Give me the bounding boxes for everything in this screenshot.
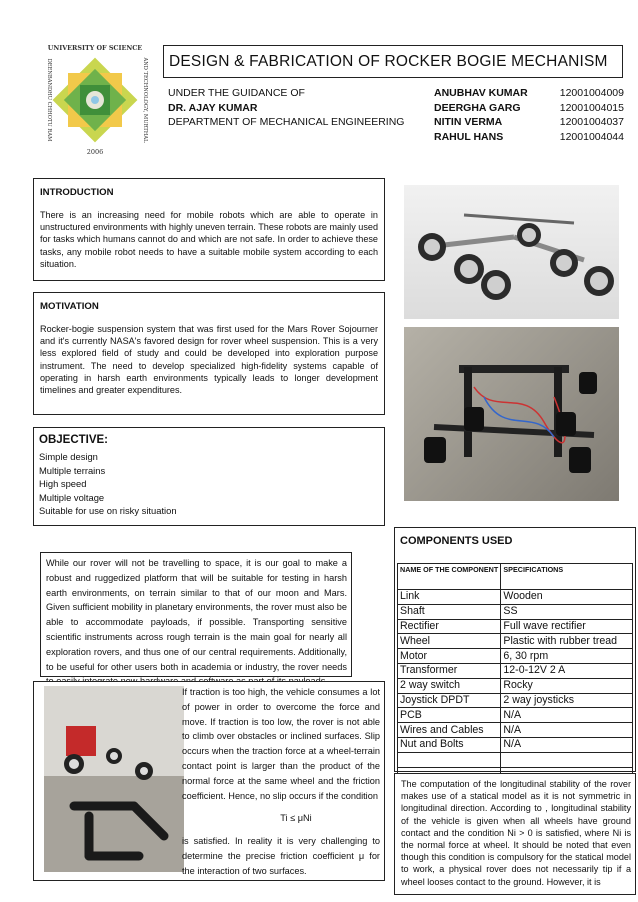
rover-cad-render	[404, 185, 619, 319]
component-spec: Wooden	[501, 590, 633, 605]
rover-description-text: While our rover will not be travelling to space, it is our goal to make a robust and ruggedized platform that will be suitable for testing in harsh earth environments, on terrain similar to that of our moon and Mars. Given sufficient mobility in planetary environments, the rover must also be able to accommodate payloads, if possible. Transporting sensitive scientific instruments across rough terrain is the main goal for nearly all exploration rovers, and thus one of our central requirements. Additionally, to be useful for other users both in academia or industry, the rover needs	[46, 558, 347, 672]
component-name: Wheel	[398, 634, 501, 649]
objective-list	[39, 450, 177, 518]
page-title: DESIGN & FABRICATION OF ROCKER BOGIE MECHANISM	[169, 53, 608, 70]
student-roll: 12001004044	[559, 130, 624, 143]
student-roll: 12001004009	[559, 87, 624, 99]
table-row	[398, 693, 633, 708]
student-list	[434, 86, 624, 144]
table-row	[398, 752, 633, 767]
no-slip-formula: Ti ≤ μNi	[280, 813, 312, 824]
table-row	[398, 619, 633, 634]
component-spec: N/A	[501, 723, 633, 738]
components-table	[397, 563, 633, 782]
table-row	[398, 634, 633, 649]
component-name: Rectifier	[398, 619, 501, 634]
wheel-parts-photo	[44, 686, 184, 872]
department-name: DEPARTMENT OF MECHANICAL ENGINEERING	[168, 116, 405, 129]
motivation-section	[33, 292, 385, 415]
component-spec: Rocky	[501, 678, 633, 693]
objective-item: High speed	[39, 478, 87, 489]
logo-top-text: UNIVERSITY OF SCIENCE	[47, 44, 143, 52]
rover-description-box	[40, 552, 352, 677]
student-row	[434, 86, 624, 101]
component-spec: N/A	[501, 708, 633, 723]
student-name: ANUBHAV KUMAR	[434, 87, 528, 99]
component-spec: Full wave rectifier	[501, 619, 633, 634]
component-name: Transformer	[398, 663, 501, 678]
component-name: Wires and Cables	[398, 723, 501, 738]
traction-text-after: is satisfied. In reality it is very challenging to determine the precise friction coefficient μ for the interaction of two surfaces.	[182, 836, 380, 876]
component-name: Nut and Bolts	[398, 737, 501, 752]
student-name: DEERGHA GARG	[434, 101, 521, 114]
student-row	[434, 115, 624, 130]
student-roll: 12001004037	[559, 116, 624, 129]
table-row	[398, 708, 633, 723]
introduction-heading: INTRODUCTION	[40, 187, 114, 198]
rover-render-illustration	[404, 185, 619, 319]
introduction-text: There is an increasing need for mobile robots which are able to operate in unstructured environments with highly uneven terrain. These robots are mainly used for tasks which humans cannot do and which are not safe. In order to achieve these tasks, any mobile robot needs to have a suitable mobile system according to each situation.	[40, 210, 378, 269]
component-spec: N/A	[501, 737, 633, 752]
component-spec: 2 way joysticks	[501, 693, 633, 708]
table-row	[398, 604, 633, 619]
guidance-block	[168, 86, 418, 130]
objective-heading: OBJECTIVE:	[39, 434, 109, 446]
table-row	[398, 678, 633, 693]
traction-text-before: If traction is too high, the vehicle consumes a lot of power in order to overcome the force and move. If traction is too low, the rover is not able to climb over obstacles or inclined surfaces. Slip occurs when the traction force at a wheel-terrain contact point is larger than the product of the normal force at the same wheel and the friction coefficient. Hence, no slip occurs if the condition	[182, 687, 380, 801]
rover-prototype-photo	[404, 327, 619, 501]
introduction-section	[33, 178, 385, 281]
university-logo	[34, 40, 156, 160]
motivation-text: Rocker-bogie suspension system that was first used for the Mars Rover Sojourner and it's currently NASA's favored design for rover wheel suspension. This is a very less explored field of study and could be developed into exploration purpose instrument. The need to develop specialized high-fidelity systems capable of operating in harsh earth environments typically leads to longer development timelines and greater expenditures.	[40, 324, 378, 396]
objective-item: Suitable for use on risky situation	[39, 505, 177, 516]
guidance-line: UNDER THE GUIDANCE OF	[168, 87, 305, 99]
objective-section	[33, 427, 385, 526]
stability-section	[394, 773, 636, 895]
components-heading: COMPONENTS USED	[400, 535, 513, 547]
student-roll: 12001004015	[559, 101, 624, 114]
traction-section	[33, 681, 385, 881]
component-name	[398, 752, 501, 767]
components-table-wrap	[397, 563, 633, 782]
component-name: Motor	[398, 649, 501, 664]
student-name: NITIN VERMA	[434, 116, 503, 129]
table-row	[398, 737, 633, 752]
objective-item: Simple design	[39, 451, 98, 462]
component-name: Shaft	[398, 604, 501, 619]
logo-year: 2006	[86, 148, 104, 156]
component-spec: SS	[501, 604, 633, 619]
student-name: RAHUL HANS	[434, 130, 504, 143]
table-row	[398, 723, 633, 738]
component-name: 2 way switch	[398, 678, 501, 693]
logo-left-text: DEENBANDHU CHHOTU RAM	[46, 58, 52, 142]
guide-name: DR. AJAY KUMAR	[168, 101, 258, 114]
table-row	[398, 590, 633, 605]
table-row	[398, 649, 633, 664]
component-name: PCB	[398, 708, 501, 723]
component-spec: Plastic with rubber tread	[501, 634, 633, 649]
student-row	[434, 130, 624, 145]
component-name: Joystick DPDT	[398, 693, 501, 708]
wheel-parts-illustration	[44, 686, 184, 872]
component-name-header: NAME OF THE COMPONENT	[398, 564, 501, 590]
component-spec: 6, 30 rpm	[501, 649, 633, 664]
specification-header: SPECIFICATIONS	[501, 564, 633, 590]
table-row	[398, 663, 633, 678]
component-spec: 12-0-12V 2 A	[501, 663, 633, 678]
student-row	[434, 101, 624, 116]
component-spec	[501, 752, 633, 767]
objective-item: Multiple terrains	[39, 464, 106, 476]
motivation-heading: MOTIVATION	[40, 301, 99, 312]
components-section	[394, 527, 636, 772]
traction-text	[182, 685, 380, 879]
rover-prototype-illustration	[404, 327, 619, 501]
title-box	[163, 45, 623, 78]
components-table-header	[398, 564, 633, 590]
component-name: Link	[398, 590, 501, 605]
objective-item: Multiple voltage	[39, 491, 105, 503]
logo-right-text: AND TECHNOLOGY, MURTHAL	[142, 57, 148, 143]
stability-text: The computation of the longitudinal stability of the rover makes use of a statical model as it is not symmetric in longitudinal direction. According to , longitudinal stability of the vehicle is given when all wheels have ground contact and the condition Ni > 0 is satisfied, where Ni is the normal force at wheel. It should be noted that even though this condition is compulsory for the statical model to work, a physical rover does not necessarily tip if a wheel looses contact to the ground. However, it is	[401, 779, 631, 887]
